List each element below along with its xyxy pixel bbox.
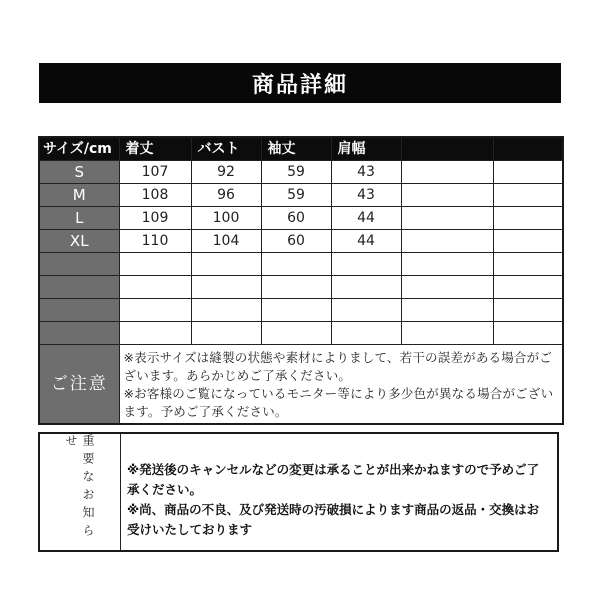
table-cell: 44: [331, 230, 401, 253]
table-cell: 59: [261, 184, 331, 207]
notice-text: [121, 434, 557, 550]
header-empty: [493, 137, 563, 161]
table-row: [39, 161, 563, 184]
table-cell: [493, 230, 563, 253]
table-cell: 107: [119, 161, 191, 184]
table-row-empty: [39, 276, 563, 299]
table-row: [39, 230, 563, 253]
table-cell: 100: [191, 207, 261, 230]
header-shoulder: 肩幅: [331, 137, 401, 161]
header-bust: バスト: [191, 137, 261, 161]
notice-label-cell: [40, 434, 121, 550]
table-cell: 43: [331, 184, 401, 207]
table-cell: 104: [191, 230, 261, 253]
size-label: S: [39, 161, 119, 184]
table-cell: 60: [261, 230, 331, 253]
table-cell: 109: [119, 207, 191, 230]
table-cell: [401, 161, 493, 184]
size-label: L: [39, 207, 119, 230]
table-cell: [493, 161, 563, 184]
notice-line-1: ※発送後のキャンセルなどの変更は承ることが出来かねますので予めご了承ください。: [127, 462, 540, 497]
important-notice: [38, 432, 559, 552]
table-row-empty: [39, 253, 563, 276]
table-row-empty: [39, 299, 563, 322]
table-cell: 43: [331, 161, 401, 184]
table-cell: 110: [119, 230, 191, 253]
table-header-row: [39, 137, 563, 161]
size-label-empty: [39, 253, 119, 276]
header-empty: [401, 137, 493, 161]
table-cell: 44: [331, 207, 401, 230]
size-label-empty: [39, 276, 119, 299]
caution-line-1: ※表示サイズは縫製の状態や素材によりまして、若干の誤差がある場合がございます。あらかじめご了承ください。: [123, 350, 553, 383]
table-cell: 108: [119, 184, 191, 207]
table-row: [39, 184, 563, 207]
table-cell: [493, 184, 563, 207]
table-cell: [401, 230, 493, 253]
page-title: 商品詳細: [39, 63, 561, 103]
table-cell: [493, 207, 563, 230]
size-table: [38, 136, 564, 425]
size-label-empty: [39, 299, 119, 322]
header-size: サイズ/cm: [39, 137, 119, 161]
table-cell: 60: [261, 207, 331, 230]
size-label: XL: [39, 230, 119, 253]
notice-line-2: ※尚、商品の不良、及び発送時の汚破損によります商品の返品・交換はお受けいたしております: [127, 502, 540, 537]
header-length: 着丈: [119, 137, 191, 161]
table-cell: [401, 207, 493, 230]
caution-label: ご注意: [39, 345, 119, 425]
caution-row: [39, 345, 563, 425]
caution-text: [119, 345, 563, 425]
size-label-empty: [39, 322, 119, 345]
table-cell: [401, 184, 493, 207]
table-cell: 59: [261, 161, 331, 184]
table-row-empty: [39, 322, 563, 345]
header-sleeve: 袖丈: [261, 137, 331, 161]
table-row: [39, 207, 563, 230]
notice-label: 重要なお知らせ: [64, 434, 95, 542]
size-label: M: [39, 184, 119, 207]
table-cell: 96: [191, 184, 261, 207]
caution-line-2: ※お客様のご覧になっているモニター等により多少色が異なる場合がございます。予めご了承ください。: [123, 386, 554, 419]
table-cell: 92: [191, 161, 261, 184]
